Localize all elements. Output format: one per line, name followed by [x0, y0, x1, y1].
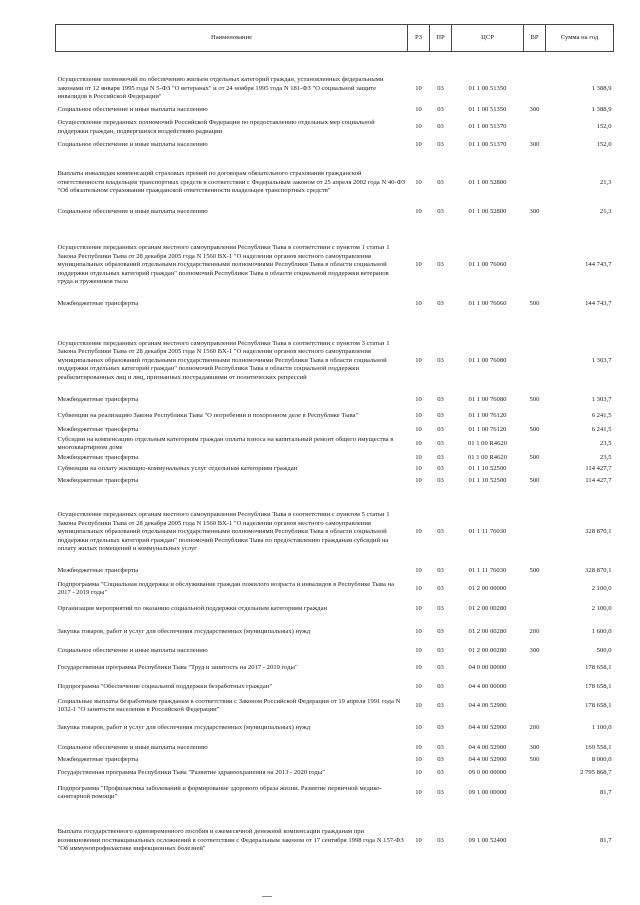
- table-row: [56, 644, 614, 659]
- cell-rz: 10: [415, 261, 422, 269]
- cell-rz: 10: [415, 178, 422, 186]
- cell-pr: 03: [437, 464, 444, 472]
- cell-vr: [524, 598, 546, 621]
- cell-pr: 03: [437, 299, 444, 307]
- cell-csr: 01 1 00 76080: [468, 395, 507, 403]
- table-row: [56, 475, 614, 488]
- cell-csr: 01 2 00 00280: [468, 646, 507, 654]
- cell-pr: 03: [437, 411, 444, 419]
- cell-vr: [524, 152, 546, 203]
- cell-sum: 8 000,0: [591, 755, 612, 763]
- table-row: [56, 52, 614, 104]
- cell-sum: 178 658,1: [585, 682, 612, 690]
- table-header-row: [56, 25, 614, 52]
- cell-rz: 10: [415, 105, 422, 113]
- cell-csr: 01 1 11 76030: [468, 528, 507, 536]
- cell-rz: 10: [415, 84, 422, 92]
- cell-vr: [524, 314, 546, 393]
- table-row: [56, 223, 614, 295]
- cell-rz: 10: [415, 566, 422, 574]
- cell-sum: 1 303,7: [591, 356, 612, 364]
- cell-name: Социальное обеспечение и иные выплаты населению: [57, 105, 208, 113]
- cell-pr: 03: [437, 788, 444, 796]
- table-row: [56, 393, 614, 408]
- cell-pr: 03: [437, 724, 444, 732]
- cell-sum: 178 658,1: [585, 663, 612, 671]
- cell-sum: 114 427,7: [585, 476, 612, 484]
- cell-name: Организация мероприятий по оказанию социальной поддержки отдельным категориям граждан: [57, 604, 328, 612]
- table-row: [56, 314, 614, 393]
- table-row: [56, 659, 614, 678]
- cell-name: Межбюджетные трансферты: [57, 425, 139, 433]
- header-name: Наименование: [56, 25, 408, 52]
- cell-vr: 300: [529, 105, 540, 113]
- cell-pr: 03: [437, 123, 444, 131]
- table-row: [56, 408, 614, 425]
- cell-vr: [524, 223, 546, 295]
- cell-sum: 1 303,7: [591, 395, 612, 403]
- cell-csr: 01 1 10 52500: [468, 464, 507, 472]
- cell-csr: 01 1 00 51370: [468, 123, 507, 131]
- cell-vr: 300: [529, 208, 540, 216]
- cell-name: Выплаты инвалидам компенсаций страховых премий по договорам обязательного страхования гражданской ответственности владельцев транспортных средств в соответствии с Федеральным законом от 25 апреля 2002 года N 40-ФЗ "Об обязательном страховании гражданской ответственности владельцев транспортных средств": [57, 170, 406, 195]
- cell-pr: 03: [437, 604, 444, 612]
- cell-name: Межбюджетные трансферты: [57, 453, 139, 461]
- cell-pr: 03: [437, 140, 444, 148]
- cell-rz: 10: [415, 528, 422, 536]
- cell-sum: 2 100,0: [591, 584, 612, 592]
- cell-pr: 03: [437, 261, 444, 269]
- cell-vr: 300: [529, 743, 540, 751]
- cell-csr: 01 1 00 51350: [468, 84, 507, 92]
- cell-csr: 01 2 00 00280: [468, 604, 507, 612]
- cell-vr: [524, 52, 546, 104]
- table-row: [56, 766, 614, 781]
- cell-rz: 10: [415, 646, 422, 654]
- cell-name: Социальное обеспечение и иные выплаты населению: [57, 646, 208, 654]
- cell-vr: [524, 488, 546, 562]
- cell-sum: 328 870,1: [585, 528, 612, 536]
- cell-pr: 03: [437, 356, 444, 364]
- cell-vr: 500: [529, 395, 540, 403]
- table-row: [56, 488, 614, 562]
- table-row: [56, 621, 614, 644]
- cell-sum: 81,7: [599, 788, 612, 796]
- header-pr: ПР: [430, 25, 452, 52]
- cell-csr: 04 4 00 52900: [468, 701, 507, 709]
- table-row: [56, 295, 614, 314]
- cell-pr: 03: [437, 584, 444, 592]
- cell-pr: 03: [437, 476, 444, 484]
- cell-sum: 169 558,1: [585, 743, 612, 751]
- table-row: [56, 678, 614, 697]
- table-row: [56, 104, 614, 117]
- cell-csr: 01 1 00 76120: [468, 411, 507, 419]
- table-row: [56, 117, 614, 139]
- table-row: [56, 139, 614, 152]
- cell-rz: 10: [415, 299, 422, 307]
- cell-rz: 10: [415, 356, 422, 364]
- cell-pr: 03: [437, 208, 444, 216]
- cell-pr: 03: [437, 682, 444, 690]
- cell-vr: 300: [529, 646, 540, 654]
- cell-vr: [524, 464, 546, 475]
- cell-csr: 01 2 00 00280: [468, 627, 507, 635]
- cell-pr: 03: [437, 395, 444, 403]
- cell-name: Подпрограмма "Профилактика заболеваний и формирование здорового образа жизни. Развитие первичной медико-санитарной помощи": [57, 784, 382, 800]
- cell-csr: 01 1 00 76120: [468, 425, 507, 433]
- table-row: [56, 716, 614, 742]
- cell-name: Социальное обеспечение и иные выплаты населению: [57, 743, 208, 751]
- cell-name: Подпрограмма "Обеспечение социальной поддержки безработных граждан": [57, 682, 273, 690]
- table-row: [56, 781, 614, 802]
- cell-rz: 10: [415, 476, 422, 484]
- cell-vr: [524, 659, 546, 678]
- cell-sum: 328 870,1: [585, 566, 612, 574]
- cell-vr: 500: [529, 476, 540, 484]
- cell-name: Социальное обеспечение и иные выплаты населению: [57, 208, 208, 216]
- cell-name: Осуществление переданных органам местного самоуправления Республики Тыва в соответствии с пунктом 5 статьи 1 Закона Республики Тыва от 28 декабря 2005 года N 1560 ВХ-1 "О наделении органов местного самоуправления муниципальных образований отдельными государственными полномочиями Республики Тыва в области социальной поддержки отдельных категорий граждан" полномочий Республики Тыва по предоставлению гражданам субсидий на оплату жилых помещений и коммунальных услуг: [57, 511, 390, 553]
- cell-rz: 10: [415, 788, 422, 796]
- cell-vr: 500: [529, 566, 540, 574]
- cell-rz: 10: [415, 682, 422, 690]
- cell-rz: 10: [415, 464, 422, 472]
- cell-pr: 03: [437, 453, 444, 461]
- cell-vr: 200: [529, 627, 540, 635]
- cell-csr: 09 1 00 00000: [468, 788, 507, 796]
- cell-csr: 01 1 00 51350: [468, 105, 507, 113]
- cell-sum: 81,7: [599, 836, 612, 844]
- budget-page: [55, 24, 613, 857]
- cell-rz: 10: [415, 836, 422, 844]
- table-row: [56, 436, 614, 453]
- cell-pr: 03: [437, 439, 444, 447]
- cell-pr: 03: [437, 755, 444, 763]
- cell-vr: [524, 581, 546, 598]
- cell-csr: 04 4 00 52900: [468, 724, 507, 732]
- cell-csr: 01 1 00 52800: [468, 208, 507, 216]
- table-row: [56, 581, 614, 598]
- cell-sum: 144 743,7: [585, 299, 612, 307]
- cell-vr: [524, 436, 546, 453]
- budget-table: [55, 24, 614, 857]
- cell-csr: 09 0 00 00000: [468, 768, 507, 776]
- cell-sum: 1 600,0: [591, 627, 612, 635]
- cell-vr: 200: [529, 724, 540, 732]
- page-footer-mark: [262, 896, 272, 899]
- cell-name: Подпрограмма "Социальная поддержка и обслуживание граждан пожилого возраста и инвалидов в Республике Тыва на 2017 - 2019 годы": [57, 580, 395, 596]
- cell-rz: 10: [415, 395, 422, 403]
- cell-rz: 10: [415, 724, 422, 732]
- cell-vr: [524, 802, 546, 857]
- cell-sum: 23,5: [599, 453, 612, 461]
- cell-sum: 152,0: [596, 140, 612, 148]
- cell-name: Межбюджетные трансферты: [57, 755, 139, 763]
- cell-csr: 01 2 00 00000: [468, 584, 507, 592]
- table-row: [56, 425, 614, 436]
- header-vr: ВР: [524, 25, 546, 52]
- cell-name: Социальные выплаты безработным гражданам в соответствии с Законом Российской Федерации от 19 апреля 1991 года N 1032-1 "О занятости населения в Российской Федерации": [57, 697, 401, 713]
- cell-name: Закупка товаров, работ и услуг для обеспечения государственных (муниципальных) нужд: [57, 627, 311, 635]
- cell-csr: 01 1 00 R4620: [467, 453, 507, 461]
- cell-sum: 500,0: [596, 646, 612, 654]
- cell-pr: 03: [437, 105, 444, 113]
- cell-rz: 10: [415, 411, 422, 419]
- cell-sum: 2 100,0: [591, 604, 612, 612]
- cell-csr: 01 1 00 76060: [468, 299, 507, 307]
- cell-name: Межбюджетные трансферты: [57, 299, 139, 307]
- cell-name: Социальное обеспечение и иные выплаты населению: [57, 140, 208, 148]
- cell-csr: 01 1 10 52500: [468, 476, 507, 484]
- cell-rz: 10: [415, 140, 422, 148]
- cell-rz: 10: [415, 123, 422, 131]
- cell-rz: 10: [415, 663, 422, 671]
- cell-name: Субсидии на компенсацию отдельным категориям граждан оплаты взноса на капитальный ремонт общего имущества в многоквартирном доме: [57, 435, 394, 451]
- cell-vr: [524, 697, 546, 716]
- cell-pr: 03: [437, 528, 444, 536]
- table-row: [56, 203, 614, 223]
- cell-sum: 1 388,9: [591, 84, 612, 92]
- table-row: [56, 598, 614, 621]
- table-body: [56, 52, 614, 857]
- cell-pr: 03: [437, 836, 444, 844]
- cell-pr: 03: [437, 663, 444, 671]
- cell-csr: 01 1 00 51370: [468, 140, 507, 148]
- cell-vr: 500: [529, 299, 540, 307]
- cell-name: Межбюджетные трансферты: [57, 476, 139, 484]
- cell-pr: 03: [437, 701, 444, 709]
- cell-name: Выплата государственного единовременного пособия и ежемесячной денежной компенсации гражданам при возникновении поствакцинальных осложнений в соответствии с Федеральным законом от 17 сентября 1998 года N 157-ФЗ "Об иммунопрофилактике инфекционных болезней": [57, 828, 404, 853]
- cell-sum: 178 658,1: [585, 701, 612, 709]
- cell-sum: 21,3: [599, 178, 612, 186]
- cell-name: Межбюджетные трансферты: [57, 395, 139, 403]
- cell-csr: 01 1 00 76060: [468, 261, 507, 269]
- cell-csr: 01 1 11 76030: [468, 566, 507, 574]
- cell-sum: 6 241,5: [591, 411, 612, 419]
- cell-vr: [524, 408, 546, 425]
- cell-sum: 1 388,9: [591, 105, 612, 113]
- cell-name: Субвенции на реализацию Закона Республики Тыва "О погребении и похоронном деле в Республике Тыва": [57, 411, 359, 419]
- cell-sum: 6 241,5: [591, 425, 612, 433]
- cell-rz: 10: [415, 755, 422, 763]
- table-row: [56, 697, 614, 716]
- cell-pr: 03: [437, 743, 444, 751]
- cell-rz: 10: [415, 768, 422, 776]
- cell-name: Субвенции на оплату жилищно-коммунальных услуг отдельным категориям граждан: [57, 464, 298, 472]
- cell-name: Межбюджетные трансферты: [57, 566, 139, 574]
- header-csr: ЦСР: [452, 25, 524, 52]
- cell-sum: 152,0: [596, 123, 612, 131]
- cell-csr: 01 1 00 R4620: [467, 439, 507, 447]
- cell-csr: 01 1 00 52800: [468, 178, 507, 186]
- cell-vr: [524, 766, 546, 781]
- cell-vr: [524, 117, 546, 139]
- cell-name: Осуществление полномочий по обеспечению жильем отдельных категорий граждан, установленных федеральными законами от 12 января 1995 года N 5-ФЗ "О ветеранах" и от 24 ноября 1995 года N 181-ФЗ "О социальной защите инвалидов в Российской Федерации": [57, 76, 384, 100]
- header-rz: РЗ: [408, 25, 430, 52]
- cell-name: Осуществление переданных полномочий Российской Федерации по предоставлению отдельных мер социальной поддержки граждан, подвергшихся воздействию радиации: [57, 119, 375, 135]
- table-row: [56, 453, 614, 464]
- cell-pr: 03: [437, 627, 444, 635]
- cell-rz: 10: [415, 701, 422, 709]
- cell-pr: 03: [437, 84, 444, 92]
- cell-pr: 03: [437, 178, 444, 186]
- cell-sum: 144 743,7: [585, 261, 612, 269]
- cell-vr: 500: [529, 453, 540, 461]
- cell-name: Осуществление переданных органам местного самоуправления Республики Тыва в соответствии с пунктом 3 статьи 1 Закона Республики Тыва от 28 декабря 2005 года N 1560 ВХ-1 "О наделении органов местного самоуправления муниципальных образований отдельными государственными полномочиями Республики Тыва в области социальной поддержки отдельных категорий граждан" полномочий Республики Тыва в области социальной поддержки реабилитированных лиц и лиц, признанных пострадавшими от политических репрессий: [57, 339, 390, 381]
- cell-vr: 500: [529, 755, 540, 763]
- cell-vr: 500: [529, 425, 540, 433]
- cell-csr: 09 1 00 52400: [468, 836, 507, 844]
- cell-vr: 300: [529, 140, 540, 148]
- cell-pr: 03: [437, 425, 444, 433]
- table-row: [56, 742, 614, 755]
- cell-vr: [524, 781, 546, 802]
- table-row: [56, 562, 614, 581]
- cell-csr: 04 4 00 00000: [468, 682, 507, 690]
- cell-rz: 10: [415, 453, 422, 461]
- cell-sum: 2 795 868,7: [580, 768, 612, 776]
- table-row: [56, 152, 614, 203]
- cell-rz: 10: [415, 425, 422, 433]
- cell-csr: 04 4 00 52900: [468, 743, 507, 751]
- table-row: [56, 464, 614, 475]
- cell-name: Осуществление переданных органам местного самоуправления Республики Тыва в соответствии с пунктом 1 статьи 1 Закона Республики Тыва от 28 декабря 2005 года N 1560 ВХ-1 "О наделении органов местного самоуправления муниципальных образований отдельными государственными полномочиями Республики Тыва в области социальной поддержки отдельных категорий граждан" полномочий Республики Тыва в области социальной поддержки ветеранов труда и тружеников тыла: [57, 244, 390, 286]
- cell-rz: 10: [415, 208, 422, 216]
- cell-sum: 114 427,7: [585, 464, 612, 472]
- cell-sum: 1 100,0: [591, 724, 612, 732]
- cell-sum: 21,3: [599, 208, 612, 216]
- cell-pr: 03: [437, 566, 444, 574]
- table-row: [56, 755, 614, 766]
- cell-csr: 04 4 00 52900: [468, 755, 507, 763]
- cell-pr: 03: [437, 646, 444, 654]
- cell-vr: [524, 678, 546, 697]
- table-row: [56, 802, 614, 857]
- header-sum: Сумма на год: [546, 25, 614, 52]
- cell-rz: 10: [415, 584, 422, 592]
- cell-rz: 10: [415, 439, 422, 447]
- cell-name: Государственная программа Республики Тыва "Развитие здравоохранения на 2013 - 2020 годы": [57, 768, 325, 776]
- cell-name: Закупка товаров, работ и услуг для обеспечения государственных (муниципальных) нужд: [57, 724, 311, 732]
- cell-name: Государственная программа Республики Тыва "Труд и занятость на 2017 - 2019 годы": [57, 663, 298, 671]
- cell-sum: 23,5: [599, 439, 612, 447]
- cell-rz: 10: [415, 627, 422, 635]
- cell-pr: 03: [437, 768, 444, 776]
- cell-csr: 04 0 00 00000: [468, 663, 507, 671]
- cell-csr: 01 1 00 76080: [468, 356, 507, 364]
- cell-rz: 10: [415, 743, 422, 751]
- cell-rz: 10: [415, 604, 422, 612]
